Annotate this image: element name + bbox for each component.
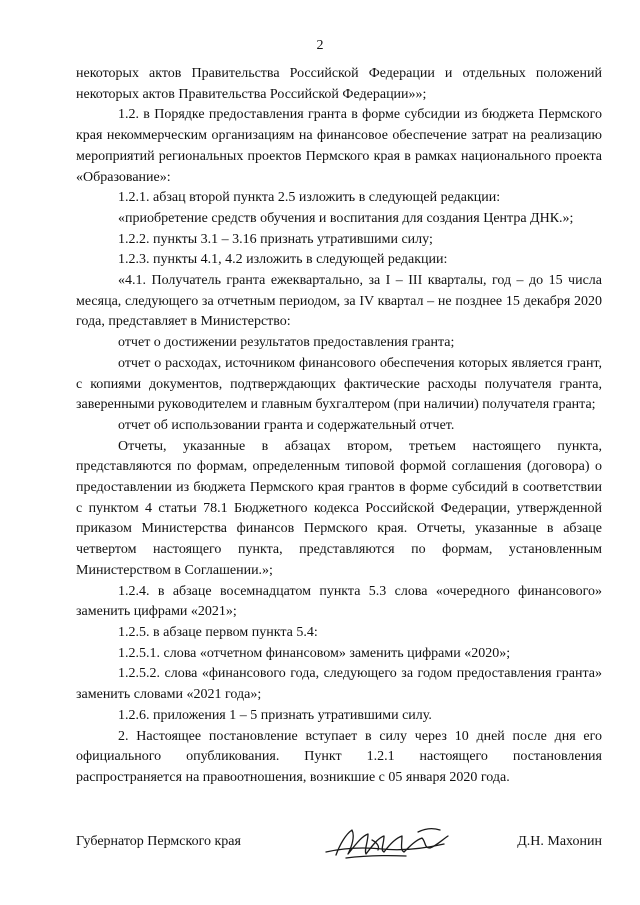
paragraph-report-expenses: отчет о расходах, источником финансового обеспечения которых является грант, с копиями документов, подтверждающих фактические расходы получателя гранта, заверенными руководителем и главным бухгалтером (при наличии) получателя гранта; [76,355,602,413]
paragraph-1-2-4: 1.2.4. в абзаце восемнадцатом пункта 5.3 слова «очередного финансового» заменить цифрами «2021»; [76,583,602,620]
page-number: 2 [316,38,324,53]
document-body [76,64,602,789]
paragraph-report-results: отчет о достижении результатов предоставления гранта; [118,335,455,351]
paragraph-continuation: некоторых актов Правительства Российской Федерации и отдельных положений некоторых актов Правительства Российской Федерации»»; [76,66,602,102]
paragraph-1-2-2: 1.2.2. пункты 3.1 – 3.16 признать утратившими силу; [118,231,433,247]
paragraph-1-2-5-2: 1.2.5.2. слова «финансового года, следующего за годом предоставления гранта» заменить словами «2021 года»; [76,666,602,703]
paragraph-4-1: «4.1. Получатель гранта ежеквартально, за I – III кварталы, год – до 15 числа месяца, следующего за отчетным периодом, за IV квартал – не позднее 15 декабря 2020 года, представляет в Министерство: [76,273,602,330]
signer-title: Губернатор Пермского края [76,834,241,849]
signature-block [76,834,602,864]
paragraph-reports-forms: Отчеты, указанные в абзацах втором, третьем настоящего пункта, представляются по формам, определенным типовой формой соглашения (договора) о предоставлении из бюджета Пермского края грантов в форме субсидий в соответствии с пунктом 4 статьи 78.1 Бюджетного кодекса Российской Федерации, утвержденной приказом Министерства финансов Пермского края. Отчеты, указанные в абзаце четвертом настоящего пункта, представляются по формам, установленным Министерством в Соглашении.»; [76,438,602,578]
paragraph-report-usage: отчет об использовании гранта и содержательный отчет. [118,417,455,433]
paragraph-2: 2. Настоящее постановление вступает в силу через 10 дней после дня его официального опубликования. Пункт 1.2.1 настоящего постановления распространяется на правоотношения, возникшие с 05 января 2020 года. [76,728,602,785]
handwritten-signature [322,822,462,866]
paragraph-1-2-1: 1.2.1. абзац второй пункта 2.5 изложить в следующей редакции: [118,190,501,206]
paragraph-quote-dnk: «приобретение средств обучения и воспитания для создания Центра ДНК.»; [118,210,574,226]
signer-name: Д.Н. Махонин [517,834,602,849]
paragraph-1-2: 1.2. в Порядке предоставления гранта в форме субсидии из бюджета Пермского края некоммерческим организациям на финансовое обеспечение затрат на реализацию мероприятий региональных проектов Пермского края в рамках национального проекта «Образование»: [76,107,602,185]
paragraph-1-2-5-1: 1.2.5.1. слова «отчетном финансовом» заменить цифрами «2020»; [118,645,511,661]
paragraph-1-2-5: 1.2.5. в абзаце первом пункта 5.4: [118,624,318,640]
paragraph-1-2-3: 1.2.3. пункты 4.1, 4.2 изложить в следующей редакции: [118,252,448,268]
paragraph-1-2-6: 1.2.6. приложения 1 – 5 признать утратившими силу. [118,707,432,723]
